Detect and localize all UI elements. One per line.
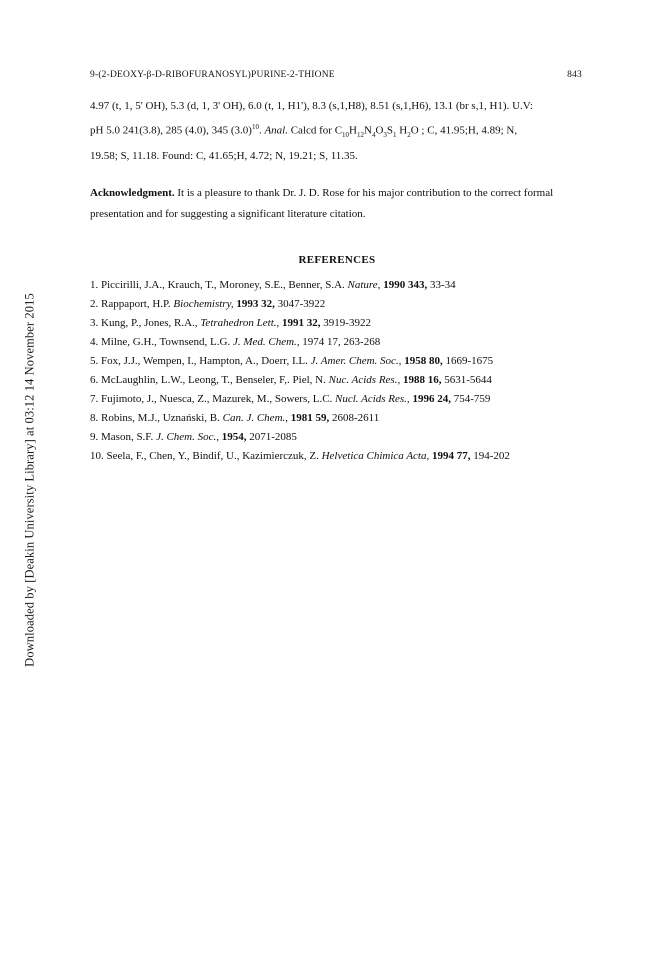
ref-year-volume: 1996 24, xyxy=(409,393,451,405)
ref-pages: 1669-1675 xyxy=(442,355,494,367)
ref-year-volume: 1988 16, xyxy=(400,374,442,386)
ref-authors: 8. Robins, M.J., Uznański, B. xyxy=(90,412,223,424)
element-symbol: N xyxy=(364,124,372,137)
reference-item xyxy=(90,428,612,447)
subscript: 10 xyxy=(342,130,350,139)
paragraph-line: 19.58; S, 11.18. Found: C, 41.65;H, 4.72; N, 19.21; S, 11.35. xyxy=(90,149,358,162)
subscript: 2 xyxy=(407,130,411,139)
ref-authors: 5. Fox, J.J., Wempen, I., Hampton, A., Doerr, I.L. xyxy=(90,355,311,367)
reference-item xyxy=(90,390,612,409)
ref-pages: 33-34 xyxy=(427,279,456,291)
ref-journal: Nuc. Acids Res., xyxy=(328,374,401,386)
ref-journal: Can. J. Chem., xyxy=(222,412,289,424)
subscript: 3 xyxy=(383,130,387,139)
ref-year-volume: 1954, xyxy=(219,431,247,443)
references-heading: REFERENCES xyxy=(298,254,376,266)
download-stamp: Downloaded by [Deakin University Library] at 03:12 14 November 2015 xyxy=(22,293,37,667)
reference-item xyxy=(90,409,612,428)
reference-item xyxy=(90,333,612,352)
ref-authors: 6. McLaughlin, L.W., Leong, T., Benseler, F,. Piel, N. xyxy=(90,374,329,386)
ref-pages: 2608-2611 xyxy=(329,412,380,424)
ref-pages: 1974 17, 263-268 xyxy=(299,336,381,348)
ref-year-volume: 1990 343, xyxy=(380,279,428,291)
ref-authors: 10. Seela, F., Chen, Y., Bindif, U., Kazimierczuk, Z. xyxy=(90,450,322,462)
ref-authors: 2. Rappaport, H.P. xyxy=(90,298,174,310)
text-fragment: O ; C, 41.95;H, 4.89; N, xyxy=(410,124,518,137)
ref-year-volume: 1994 77, xyxy=(429,450,471,462)
acknowledgment-paragraph xyxy=(90,183,584,225)
text-fragment: Calcd for C xyxy=(287,124,343,137)
ref-journal: J. Chem. Soc., xyxy=(156,431,219,443)
reference-item xyxy=(90,314,612,333)
ref-authors: 9. Mason, S.F. xyxy=(90,431,157,443)
ref-pages: 2071-2085 xyxy=(246,431,297,443)
text-fragment: . xyxy=(258,124,265,137)
subscript: 12 xyxy=(357,130,364,139)
ref-journal: Tetrahedron Lett., xyxy=(200,317,280,329)
uv-values: pH 5.0 241(3.8), 285 (4.0), 345 (3.0) xyxy=(90,124,252,137)
ref-journal: Nature, xyxy=(347,279,381,291)
ref-pages: 754-759 xyxy=(450,393,491,405)
acknowledgment-text: It is a pleasure to thank Dr. J. D. Rose for his major contribution to the correct formal presentation and for suggesting a significant literature citation. xyxy=(90,187,554,220)
acknowledgment-label: Acknowledgment. xyxy=(90,187,175,199)
paragraph-line: 4.97 (t, 1, 5' OH), 5.3 (d, 1, 3' OH), 6.0 (t, 1, H1'), 8.3 (s,1,H8), 8.51 (s,1,H6), 13.1 (br s,1, H1). U.V: xyxy=(90,100,533,112)
reference-item xyxy=(90,371,612,390)
ref-pages: 5631-5644 xyxy=(441,374,492,386)
ref-year-volume: 1958 80, xyxy=(401,355,443,367)
subscript: 4 xyxy=(371,130,376,139)
spectral-data-paragraph xyxy=(90,96,584,167)
reference-item xyxy=(90,447,612,466)
ref-authors: 3. Kung, P., Jones, R.A., xyxy=(90,317,201,329)
element-symbol: H xyxy=(349,124,357,137)
ref-authors: 7. Fujimoto, J., Nuesca, Z., Mazurek, M., Sowers, L.C. xyxy=(90,393,336,405)
text-fragment: H xyxy=(396,124,408,137)
ref-pages: 194-202 xyxy=(470,450,510,462)
ref-journal: Biochemistry, xyxy=(173,298,234,310)
running-title: 9-(2-DEOXY-β-D-RIBOFURANOSYL)PURINE-2-THIONE xyxy=(90,70,335,80)
ref-year-volume: 1993 32, xyxy=(233,298,275,310)
element-symbol: O xyxy=(375,124,384,137)
ref-journal: J. Med. Chem., xyxy=(232,336,300,348)
ref-pages: 3919-3922 xyxy=(320,317,371,329)
ref-journal: J. Amer. Chem. Soc., xyxy=(310,355,402,367)
ref-journal: Nucl. Acids Res., xyxy=(335,393,410,405)
ref-authors: 4. Milne, G.H., Townsend, L.G. xyxy=(90,336,233,348)
reference-item xyxy=(90,352,612,371)
reference-item xyxy=(90,276,612,295)
anal-label: Anal. xyxy=(264,124,288,137)
ref-authors: 1. Piccirilli, J.A., Krauch, T., Moroney, S.E., Benner, S.A. xyxy=(90,279,348,291)
element-symbol: S xyxy=(386,124,394,137)
reference-item xyxy=(90,295,612,314)
citation-superscript: 10 xyxy=(251,123,259,131)
ref-year-volume: 1991 32, xyxy=(279,317,321,329)
ref-journal: Helvetica Chimica Acta, xyxy=(321,450,430,462)
ref-pages: 3047-3922 xyxy=(274,298,326,310)
page-number: 843 xyxy=(567,70,582,80)
paragraph-line xyxy=(90,117,584,146)
reference-list xyxy=(90,276,612,466)
subscript: 1 xyxy=(393,130,397,139)
ref-year-volume: 1981 59, xyxy=(288,412,330,424)
